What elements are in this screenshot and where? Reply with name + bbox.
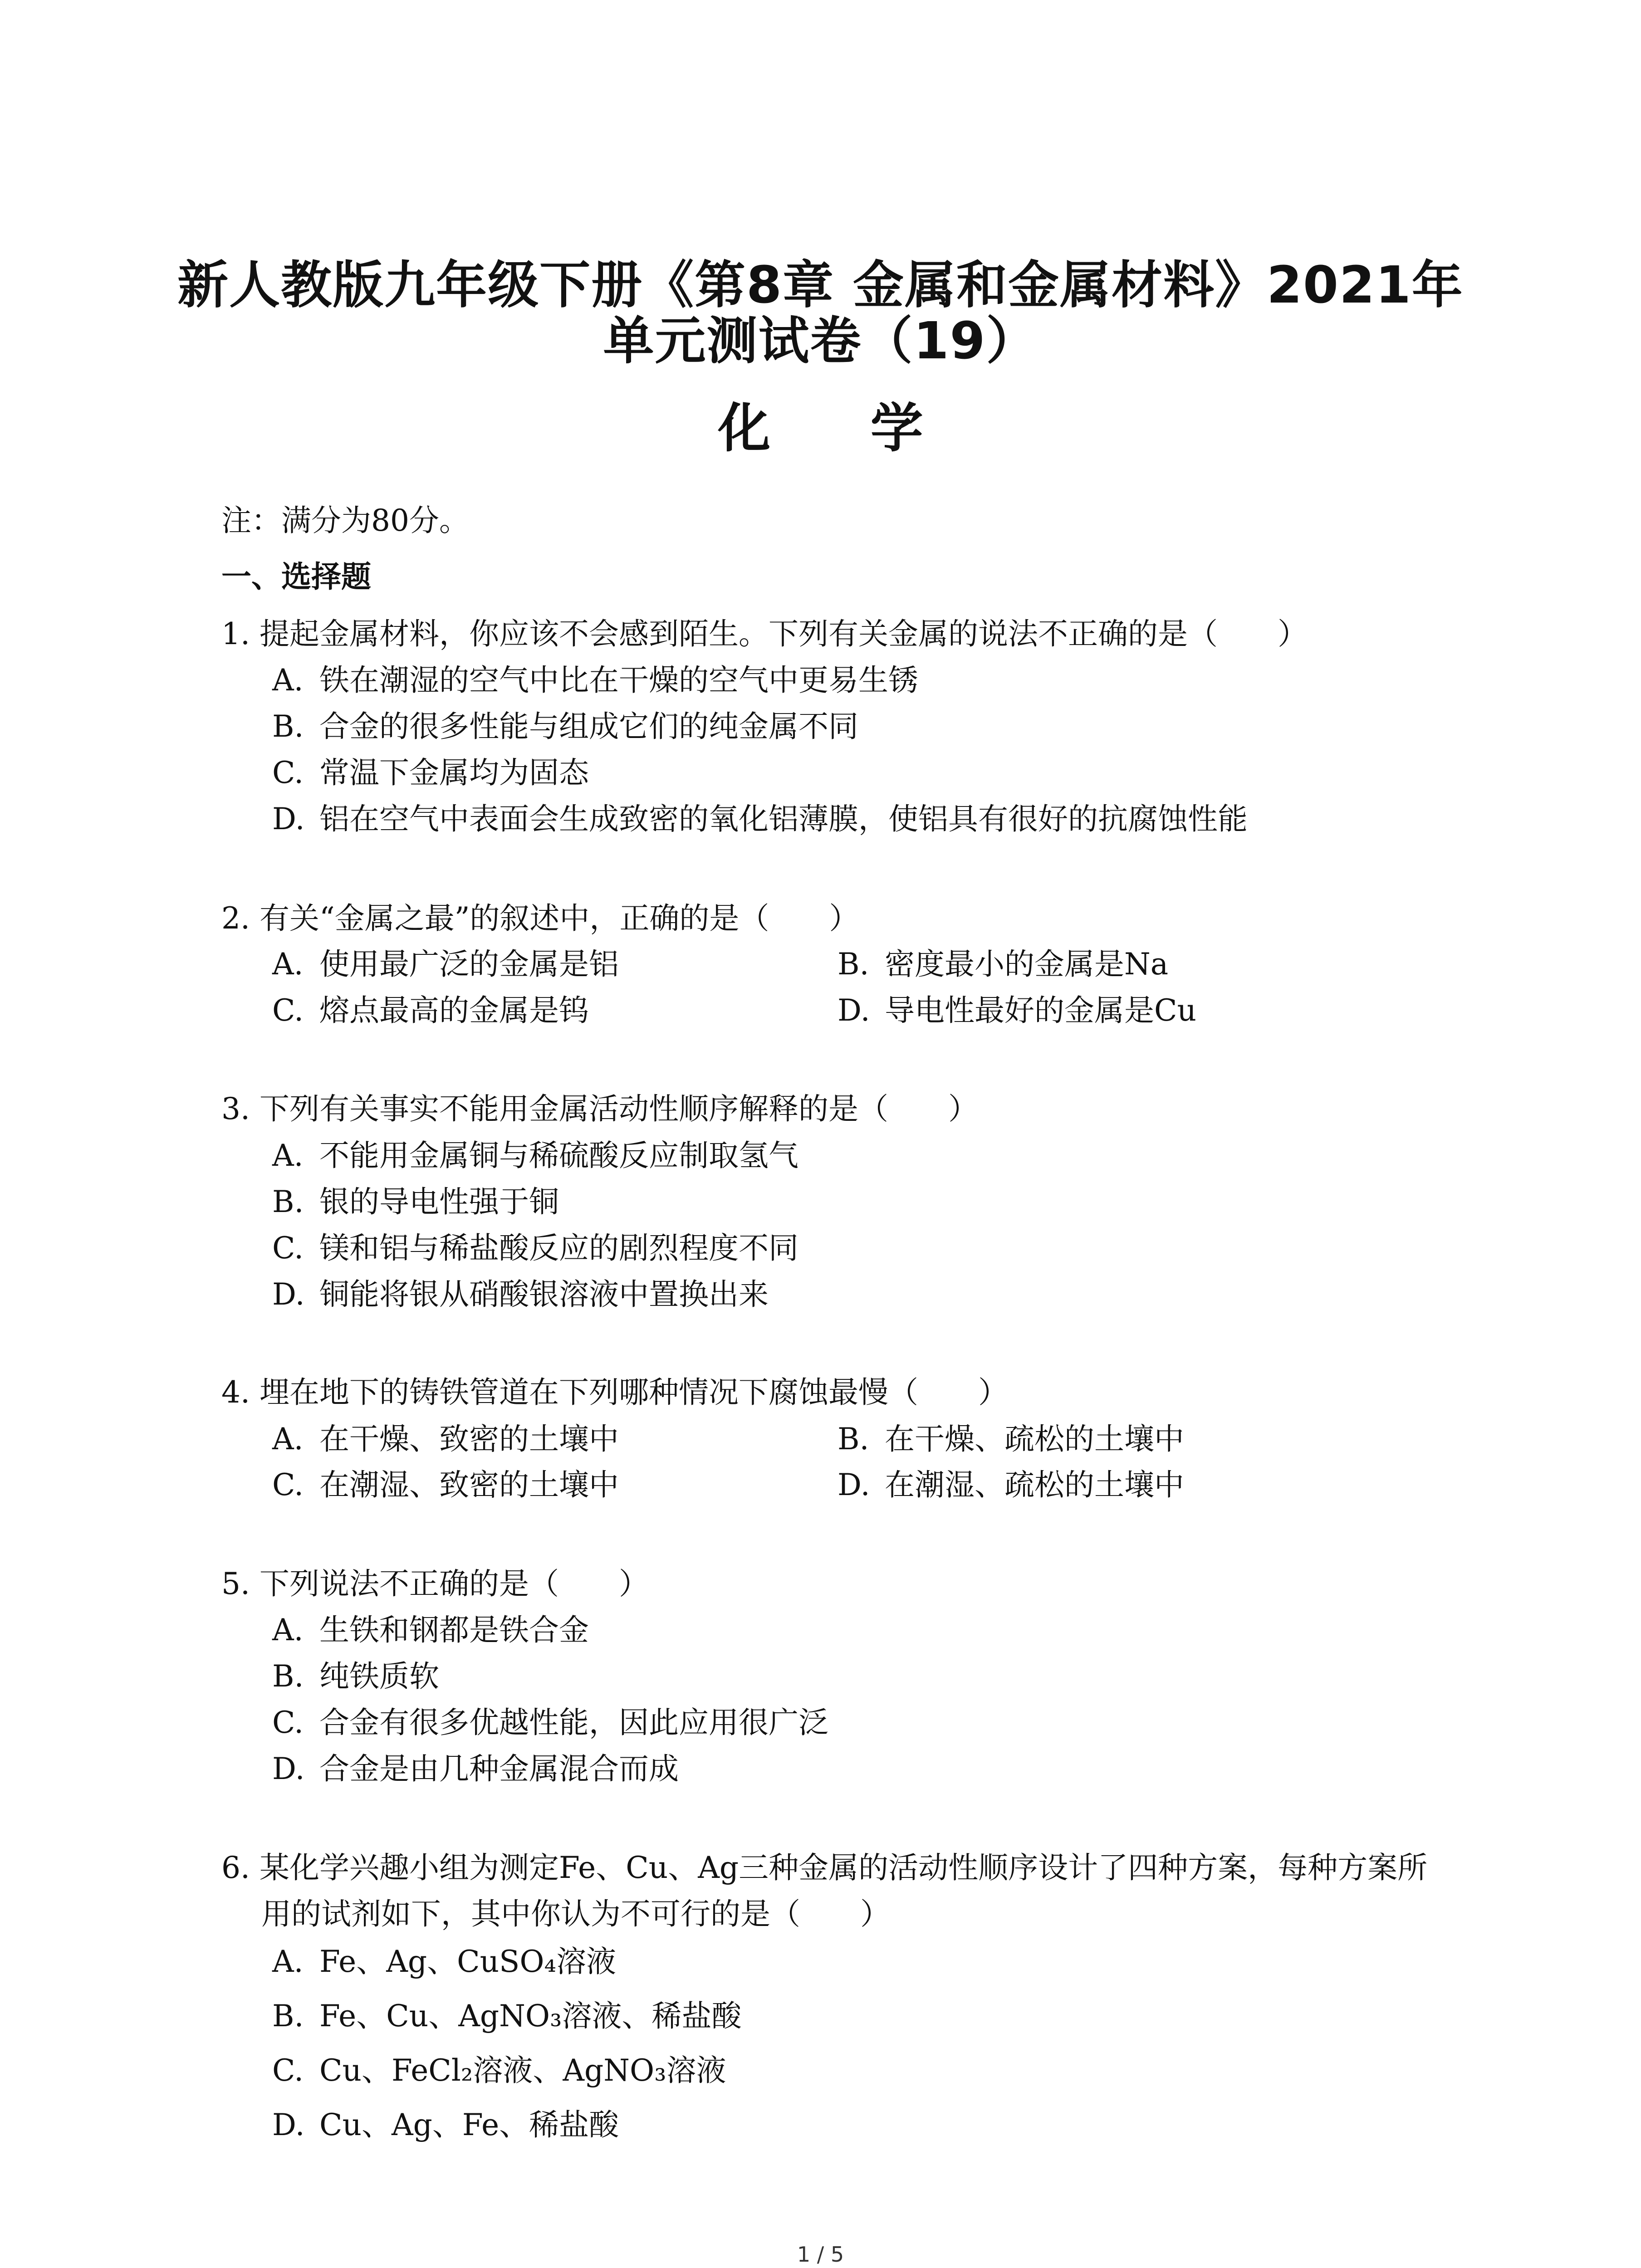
option-label: D. bbox=[838, 1467, 870, 1502]
option-text: 导电性最好的金属是Cu bbox=[885, 993, 1197, 1028]
option-label: A. bbox=[272, 1138, 304, 1173]
option-text: 使用最广泛的金属是铝 bbox=[319, 947, 619, 982]
option-label: C. bbox=[272, 755, 304, 790]
option-label: D. bbox=[272, 1277, 305, 1312]
option-text: 纯铁质软 bbox=[319, 1659, 439, 1694]
option-label: A. bbox=[272, 947, 304, 982]
option-text: Fe、Ag、CuSO₄溶液 bbox=[319, 1944, 616, 1979]
question-2-option-a bbox=[272, 946, 619, 982]
option-text: Fe、Cu、AgNO₃溶液、稀盐酸 bbox=[319, 1999, 742, 2033]
option-label: C. bbox=[272, 1705, 304, 1740]
question-1-option-d bbox=[272, 801, 1248, 837]
option-label: C. bbox=[272, 1467, 304, 1502]
question-5-option-c bbox=[272, 1705, 828, 1741]
question-5-stem: 5. 下列说法不正确的是（ ） bbox=[221, 1566, 649, 1601]
option-text: 镁和铝与稀盐酸反应的剧烈程度不同 bbox=[319, 1231, 798, 1266]
question-2-stem: 2. 有关“金属之最”的叙述中，正确的是（ ） bbox=[221, 901, 859, 936]
section-title: 一、选择题 bbox=[221, 559, 371, 594]
option-label: D. bbox=[272, 2107, 305, 2142]
question-5-option-b bbox=[272, 1658, 439, 1695]
option-text: 铁在潮湿的空气中比在干燥的空气中更易生锈 bbox=[319, 663, 918, 698]
option-label: B. bbox=[272, 1184, 304, 1219]
question-3-option-c bbox=[272, 1230, 798, 1266]
question-2-option-b bbox=[838, 946, 1168, 982]
option-text: 合金的很多性能与组成它们的纯金属不同 bbox=[319, 709, 858, 744]
option-text: 生铁和钢都是铁合金 bbox=[319, 1613, 589, 1647]
option-text: 铜能将银从硝酸银溶液中置换出来 bbox=[319, 1277, 769, 1312]
document-title-line-1: 新人教版九年级下册《第8章 金属和金属材料》2021年 bbox=[177, 256, 1464, 315]
document-title-line-2: 单元测试卷（19） bbox=[603, 312, 1038, 371]
option-label: B. bbox=[838, 1422, 869, 1457]
option-text: 密度最小的金属是Na bbox=[885, 947, 1169, 982]
question-6-option-d bbox=[272, 2107, 619, 2143]
option-text: Cu、FeCl₂溶液、AgNO₃溶液 bbox=[319, 2053, 726, 2088]
page-number: 1 / 5 bbox=[797, 2242, 844, 2267]
question-6-option-c bbox=[272, 2053, 726, 2089]
question-2-option-d bbox=[838, 992, 1196, 1029]
option-text: 在干燥、致密的土壤中 bbox=[319, 1422, 619, 1457]
option-label: A. bbox=[272, 663, 304, 698]
option-label: B. bbox=[272, 1999, 304, 2033]
option-label: C. bbox=[272, 1231, 304, 1266]
option-label: A. bbox=[272, 1613, 304, 1647]
question-1-option-a bbox=[272, 662, 918, 699]
question-1-stem: 1. 提起金属材料，你应该不会感到陌生。下列有关金属的说法不正确的是（ ） bbox=[221, 616, 1308, 651]
question-3-option-d bbox=[272, 1276, 769, 1313]
question-3-option-a bbox=[272, 1138, 798, 1174]
question-3-option-b bbox=[272, 1184, 559, 1220]
option-text: 常温下金属均为固态 bbox=[319, 755, 589, 790]
subject-heading: 化 学 bbox=[718, 398, 964, 459]
option-label: D. bbox=[272, 802, 305, 836]
option-label: B. bbox=[838, 947, 869, 982]
option-label: B. bbox=[272, 709, 304, 744]
question-4-option-c bbox=[272, 1467, 619, 1503]
question-3-stem: 3. 下列有关事实不能用金属活动性顺序解释的是（ ） bbox=[221, 1091, 978, 1126]
question-6-stem: 6. 某化学兴趣小组为测定Fe、Cu、Ag三种金属的活动性顺序设计了四种方案，每种方案所 bbox=[221, 1850, 1428, 1885]
option-label: D. bbox=[272, 1751, 305, 1786]
option-label: C. bbox=[272, 993, 304, 1028]
option-text: 在干燥、疏松的土壤中 bbox=[885, 1422, 1184, 1457]
option-label: B. bbox=[272, 1659, 304, 1694]
option-label: A. bbox=[272, 1944, 304, 1979]
option-text: 银的导电性强于铜 bbox=[319, 1184, 559, 1219]
question-6-stem-continued: 用的试剂如下，其中你认为不可行的是（ ） bbox=[261, 1897, 890, 1931]
option-text: 不能用金属铜与稀硫酸反应制取氢气 bbox=[319, 1138, 798, 1173]
option-text: 在潮湿、致密的土壤中 bbox=[319, 1467, 619, 1502]
option-text: 熔点最高的金属是钨 bbox=[319, 993, 589, 1028]
option-text: 合金是由几种金属混合而成 bbox=[319, 1751, 679, 1786]
question-4-option-a bbox=[272, 1421, 619, 1457]
question-2-option-c bbox=[272, 992, 589, 1029]
option-text: Cu、Ag、Fe、稀盐酸 bbox=[319, 2107, 619, 2142]
question-4-stem: 4. 埋在地下的铸铁管道在下列哪种情况下腐蚀最慢（ ） bbox=[221, 1375, 1008, 1410]
question-5-option-d bbox=[272, 1751, 679, 1787]
option-label: A. bbox=[272, 1422, 304, 1457]
option-text: 铝在空气中表面会生成致密的氧化铝薄膜，使铝具有很好的抗腐蚀性能 bbox=[319, 802, 1248, 836]
question-1-option-c bbox=[272, 755, 589, 791]
question-1-option-b bbox=[272, 709, 858, 745]
option-label: C. bbox=[272, 2053, 304, 2088]
question-4-option-b bbox=[838, 1421, 1184, 1457]
option-text: 在潮湿、疏松的土壤中 bbox=[885, 1467, 1184, 1502]
option-text: 合金有很多优越性能，因此应用很广泛 bbox=[319, 1705, 828, 1740]
question-5-option-a bbox=[272, 1612, 589, 1648]
question-4-option-d bbox=[838, 1467, 1184, 1503]
score-note: 注：满分为80分。 bbox=[221, 503, 469, 538]
option-label: D. bbox=[838, 993, 870, 1028]
question-6-option-b bbox=[272, 1998, 741, 2034]
question-6-option-a bbox=[272, 1944, 616, 1980]
